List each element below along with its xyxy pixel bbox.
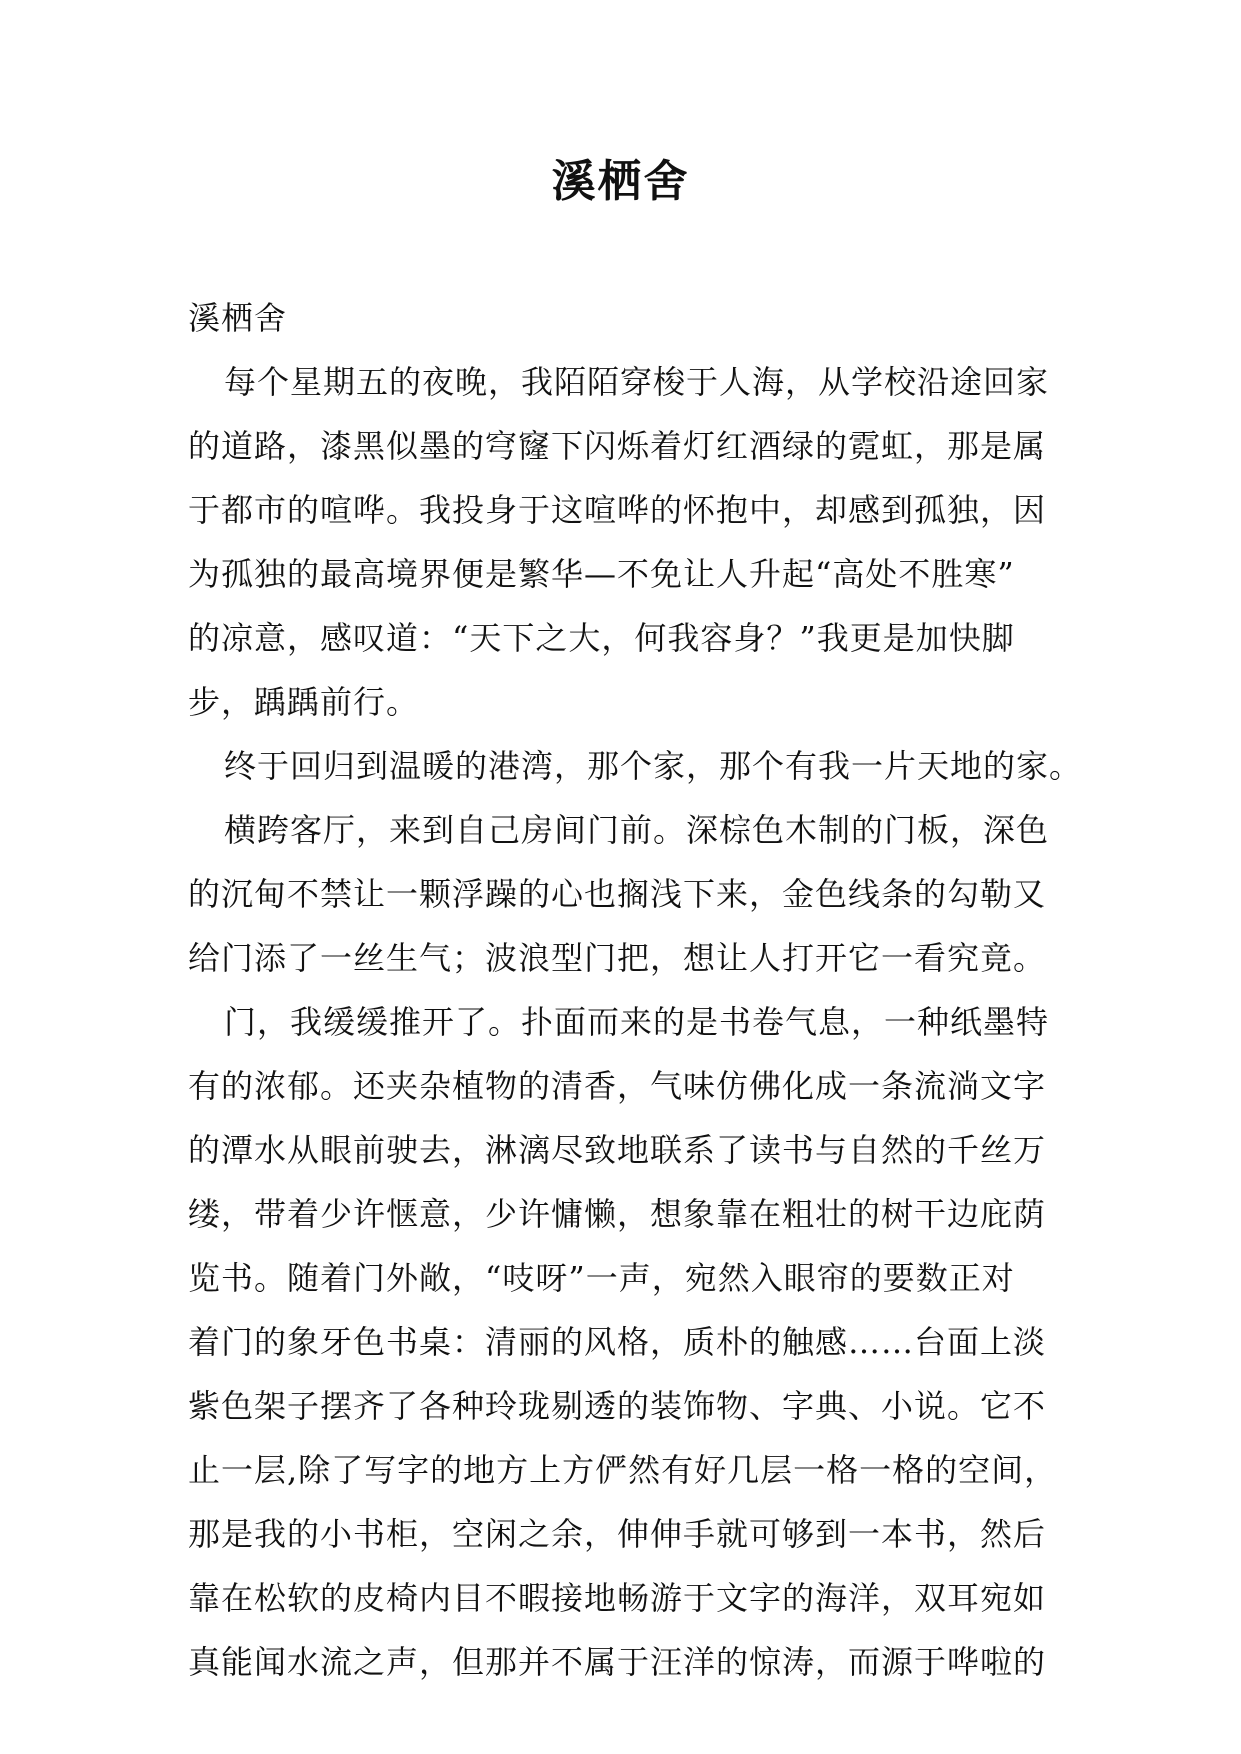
text-line: 览书。随着门外敞，“吱呀”一声，宛然入眼帘的要数正对 [188,1259,1015,1297]
text-line: 于都市的喧哗。我投身于这喧哗的怀抱中，却感到孤独，因 [188,491,1047,529]
text-line: 缕，带着少许惬意，少许慵懒，想象靠在粗壮的树干边庇荫 [188,1195,1047,1233]
text-line: 那是我的小书柜，空闲之余，伸伸手就可够到一本书，然后 [188,1515,1047,1553]
text-line: 的沉甸不禁让一颗浮躁的心也搁浅下来，金色线条的勾勒又 [188,875,1047,913]
text-line: 止一层,除了写字的地方上方俨然有好几层一格一格的空间， [188,1451,1058,1489]
text-line: 着门的象牙色书桌：清丽的风格，质朴的触感……台面上淡 [188,1323,1047,1361]
text-line: 的潭水从眼前驶去，淋漓尽致地联系了读书与自然的千丝万 [188,1131,1047,1169]
text-line: 有的浓郁。还夹杂植物的清香，气味仿佛化成一条流淌文字 [188,1067,1047,1105]
text-line: 靠在松软的皮椅内目不暇接地畅游于文字的海洋，双耳宛如 [188,1579,1047,1617]
text-line: 的道路，漆黑似墨的穹窿下闪烁着灯红酒绿的霓虹，那是属 [188,427,1047,465]
text-line: 给门添了一丝生气；波浪型门把，想让人打开它一看究竟。 [188,939,1047,977]
text-line: 每个星期五的夜晚，我陌陌穿梭于人海，从学校沿途回家 [224,363,1050,401]
text-line: 终于回归到温暖的港湾，那个家，那个有我一片天地的家。 [224,747,1083,785]
text-line: 为孤独的最高境界便是繁华—不免让人升起“高处不胜寒” [188,555,1015,593]
text-line: 真能闻水流之声，但那并不属于汪洋的惊涛，而源于哗啦的 [188,1643,1047,1681]
text-line: 步，踽踽前行。 [188,683,420,721]
text-line: 溪栖舍 [188,299,288,337]
document-title: 溪栖舍 [551,156,690,207]
text-line: 紫色架子摆齐了各种玲珑剔透的装饰物、字典、小说。它不 [188,1387,1047,1425]
text-line: 的凉意，感叹道：“天下之大，何我容身？”我更是加快脚 [188,619,1015,657]
document-body [188,286,1088,1694]
text-line: 横跨客厅，来到自己房间门前。深棕色木制的门板，深色 [224,811,1050,849]
text-line: 门，我缓缓推开了。扑面而来的是书卷气息，一种纸墨特 [224,1003,1050,1041]
